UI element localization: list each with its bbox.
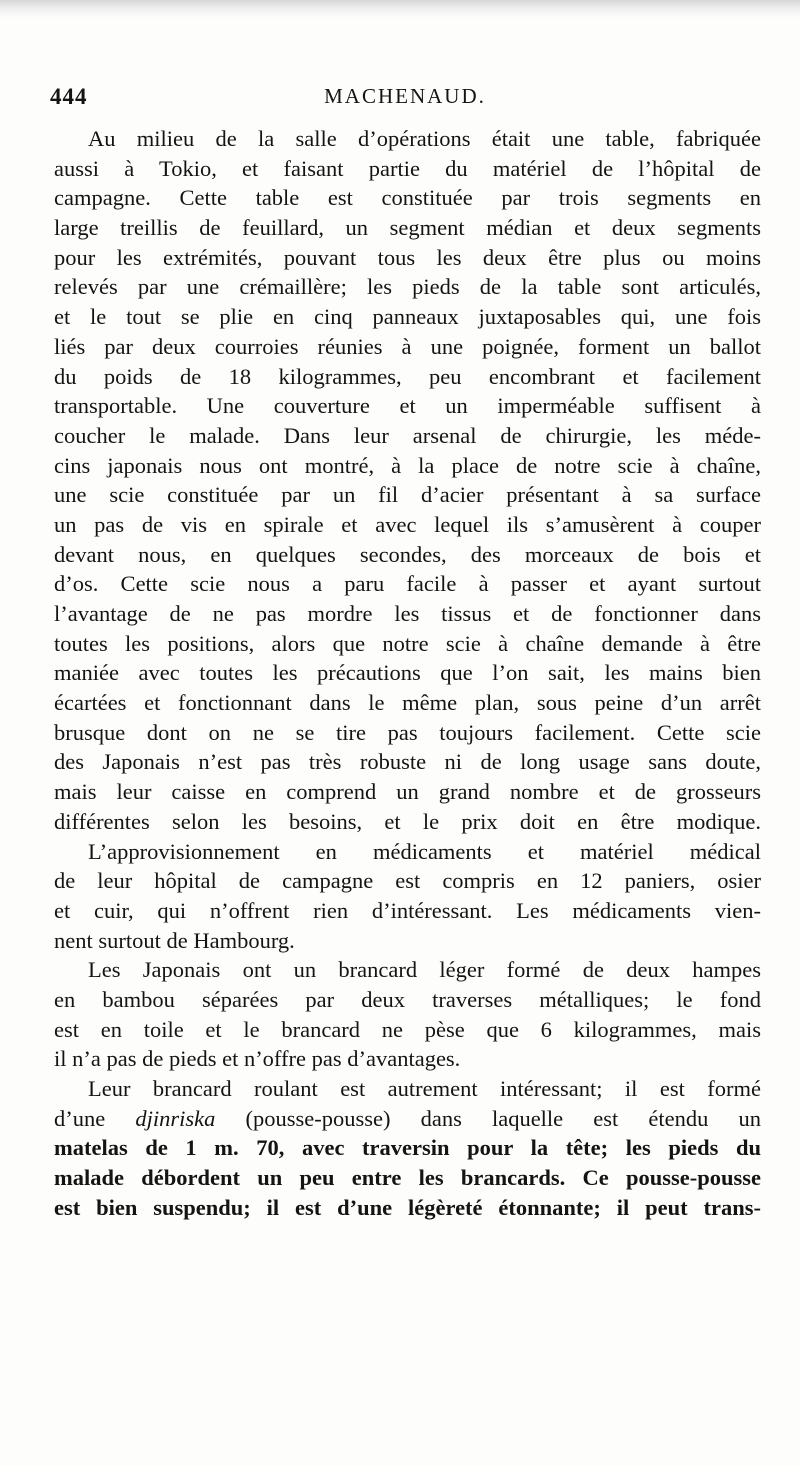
text-line: L’approvisionnement en médicaments et matériel médical	[88, 838, 761, 864]
text-line: devant nous, en quelques secondes, des morceaux de bois et	[54, 541, 761, 567]
text-line: cins japonais nous ont montré, à la place de notre scie à chaîne,	[54, 452, 761, 478]
text-line-with-italic	[54, 1104, 761, 1134]
text-line: d’os. Cette scie nous a paru facile à passer et ayant surtout	[54, 571, 761, 597]
text-line: Leur brancard roulant est autrement intéressant; il est formé	[88, 1076, 761, 1101]
text-line: Les Japonais ont un brancard léger formé de deux hampes	[88, 957, 761, 983]
text-line: matelas de 1 m. 70, avec traversin pour la tête; les pieds du	[54, 1135, 761, 1161]
text-line: Au milieu de la salle d’opérations était une table, fabriquée	[88, 126, 761, 151]
text-line: liés par deux courroies réunies à une poignée, forment un ballot	[54, 333, 761, 359]
text-line: brusque dont on ne se tire pas toujours facilement. Cette scie	[54, 719, 761, 745]
text-line: du poids de 18 kilogrammes, peu encombrant et facilement	[54, 363, 761, 389]
italic-term: djinriska	[135, 1105, 216, 1131]
text-line: et cuir, qui n’offrent rien d’intéressant. Les médicaments vien-	[54, 897, 761, 923]
page-number: 444	[50, 84, 88, 109]
running-head: MACHENAUD.	[324, 84, 486, 108]
text-fragment: (pousse-pousse) dans laquelle est étendu un	[215, 1105, 761, 1131]
text-line: campagne. Cette table est constituée par trois segments en	[54, 185, 761, 211]
scanned-page-edge	[0, 0, 800, 18]
text-line: différentes selon les besoins, et le prix doit en être modique.	[54, 808, 761, 834]
text-line: des Japonais n’est pas très robuste ni de long usage sans doute,	[54, 749, 761, 775]
text-line: une scie constituée par un fil d’acier présentant à sa surface	[54, 482, 761, 508]
text-line: transportable. Une couverture et un imperméable suffisent à	[54, 393, 761, 419]
text-line: est bien suspendu; il est d’une légèreté étonnante; il peut trans-	[54, 1194, 761, 1220]
text-line: écartées et fonctionnant dans le même plan, sous peine d’un arrêt	[54, 690, 761, 716]
text-line: l’avantage de ne pas mordre les tissus et de fonctionner dans	[54, 601, 761, 626]
page-header	[50, 84, 760, 116]
text-line: un pas de vis en spirale et avec lequel ils s’amusèrent à couper	[54, 511, 761, 537]
text-line: nent surtout de Hambourg.	[54, 927, 295, 953]
text-line: il n’a pas de pieds et n’offre pas d’avantages.	[54, 1046, 461, 1072]
text-line: de leur hôpital de campagne est compris en 12 paniers, osier	[54, 868, 761, 894]
text-line: aussi à Tokio, et faisant partie du matériel de l’hôpital de	[54, 155, 761, 181]
text-line: toutes les positions, alors que notre scie à chaîne demande à être	[54, 630, 761, 656]
text-line: et le tout se plie en cinq panneaux juxtaposables qui, une fois	[54, 304, 761, 330]
text-fragment: d’une	[54, 1105, 136, 1131]
text-line: mais leur caisse en comprend un grand nombre et de grosseurs	[54, 779, 761, 805]
body-text	[54, 124, 761, 1222]
text-line: relevés par une crémaillère; les pieds de la table sont articulés,	[54, 274, 761, 300]
text-line: maniée avec toutes les précautions que l’on sait, les mains bien	[54, 660, 761, 686]
text-line: en bambou séparées par deux traverses métalliques; le fond	[54, 986, 761, 1012]
text-line: malade débordent un peu entre les brancards. Ce pousse-pousse	[54, 1165, 761, 1191]
text-line: est en toile et le brancard ne pèse que 6 kilogrammes, mais	[54, 1016, 761, 1042]
text-line: large treillis de feuillard, un segment médian et deux segments	[54, 215, 761, 241]
text-line: coucher le malade. Dans leur arsenal de chirurgie, les méde-	[54, 422, 761, 448]
text-line: pour les extrémités, pouvant tous les deux être plus ou moins	[54, 244, 761, 270]
